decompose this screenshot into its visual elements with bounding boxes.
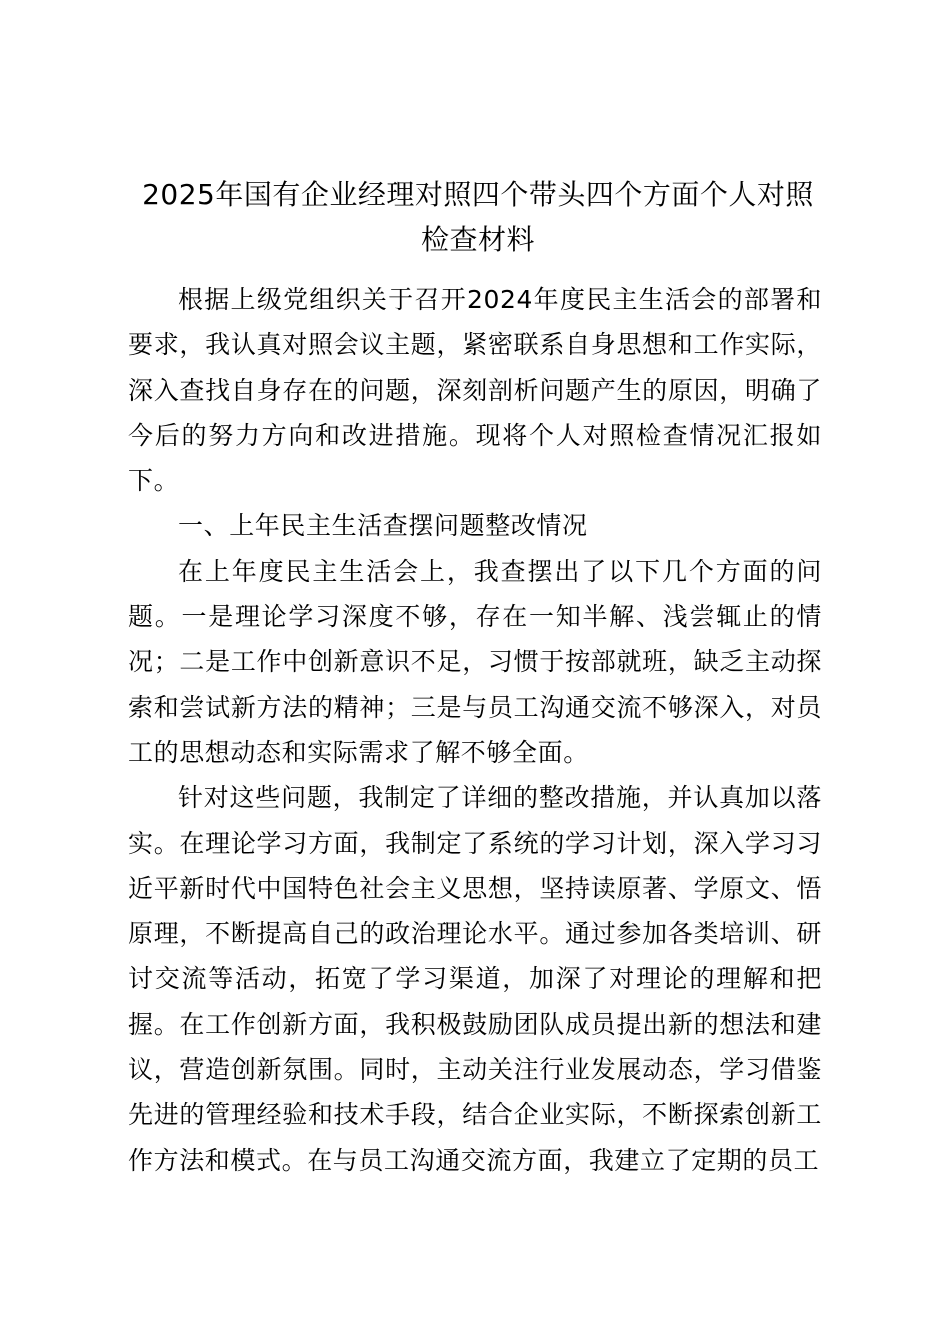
paragraph-intro: 根据上级党组织关于召开2024年度民主生活会的部署和要求，我认真对照会议主题，紧密联系自身思想和工作实际，深入查找自身存在的问题，深刻剖析问题产生的原因，明确了今后的努力方向和改进措施。现将个人对照检查情况汇报如下。 (128, 285, 822, 496)
document-body (128, 277, 822, 1183)
paragraph-problems: 在上年度民主生活会上，我查摆出了以下几个方面的问题。一是理论学习深度不够，存在一知半解、浅尝辄止的情况；二是工作中创新意识不足，习惯于按部就班，缺乏主动探索和尝试新方法的精神；三是与员工沟通交流不够深入，对员工的思想动态和实际需求了解不够全面。 (128, 556, 822, 767)
document-title: 2025年国有企业经理对照四个带头四个方面个人对照检查材料 (142, 178, 814, 256)
paragraph-rectification: 针对这些问题，我制定了详细的整改措施，并认真加以落实。在理论学习方面，我制定了系统的学习计划，深入学习习近平新时代中国特色社会主义思想，坚持读原著、学原文、悟原理，不断提高自己的政治理论水平。通过参加各类培训、研讨交流等活动，拓宽了学习渠道，加深了对理论的理解和把握。在工作创新方面，我积极鼓励团队成员提出新的想法和建议，营造创新氛围。同时，主动关注行业发展动态，学习借鉴先进的管理经验和技术手段，结合企业实际，不断探索创新工作方法和模式。在与员工沟通交流方面，我建立了定期的员工 (128, 783, 822, 1175)
section-heading-1: 一、上年民主生活查摆问题整改情况 (178, 511, 588, 541)
